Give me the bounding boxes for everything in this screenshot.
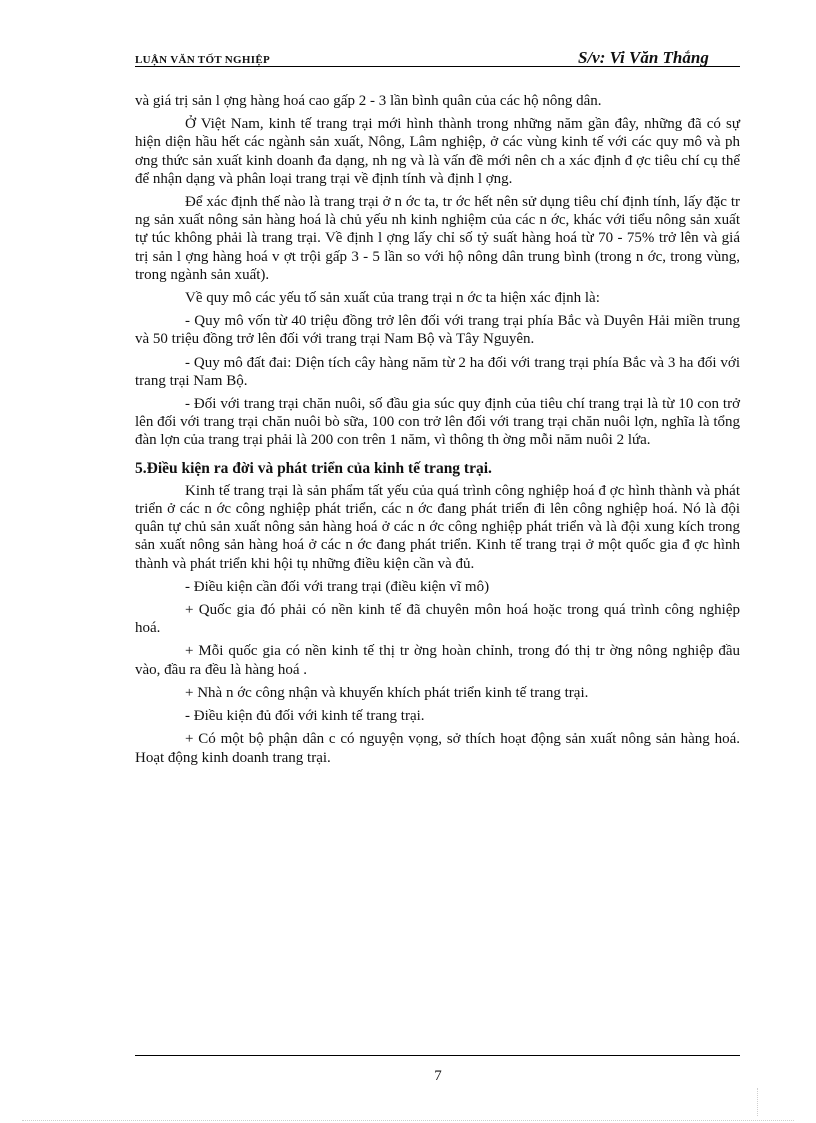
paragraph: - Điều kiện đủ đối với kinh tế trang trại.: [185, 708, 425, 725]
page-edge-dotted-line: [22, 1120, 794, 1121]
footer-divider: [135, 1055, 740, 1056]
page-body: [135, 92, 740, 772]
paragraph: + Có một bộ phận dân c có nguyện vọng, sở thích hoạt động sản xuất nông sản hàng hoá. Hoạt động kinh doanh trang trại.: [135, 731, 740, 766]
paragraph: - Quy mô đất đai: Diện tích cây hàng năm từ 2 ha đối với trang trại phía Bắc và 3 ha đối với trang trại Nam Bộ.: [135, 354, 740, 389]
paragraph: Ở Việt Nam, kinh tế trang trại mới hình thành trong những năm gần đây, những đã có sự hiện diện hầu hết các ngành sản xuất, Nông, Lâm nghiệp, ở các vùng kinh tế với các quy mô và ph ơng thức sản xuất kinh doanh đa dạng, nh ng và là vấn đề mới nên ch a xác định đ ợc tiêu chí cụ thể để nhận dạng và phân loại trang trại về định tính và định l ợng.: [135, 116, 740, 187]
paragraph: - Quy mô vốn từ 40 triệu đồng trở lên đối với trang trại phía Bắc và Duyên Hải miền trung và 50 triệu đồng trở lên đối với trang trại Nam Bộ và Tây Nguyên.: [135, 313, 740, 348]
paragraph: và giá trị sản l ợng hàng hoá cao gấp 2 - 3 lần bình quân của các hộ nông dân.: [135, 93, 602, 109]
header-thesis-label: LUẬN VĂN TỐT NGHIỆP: [135, 54, 270, 66]
paragraph: Để xác định thế nào là trang trại ở n ớc ta, tr ớc hết nên sử dụng tiêu chí định tính, lấy đặc tr ng sản xuất nông sản hàng hoá là chủ yếu nh kinh nghiệm của các n ớc, khác với tiểu nông sản xuất tự túc không phải là trang trại. Về định l ợng lấy chỉ số tỷ suất hàng hoá từ 70 - 75% trở lên và giá trị sản l ợng hàng hoá v ợt trội gấp 3 - 5 lần so với hộ nông dân trung bình (trong n ớc, trong vùng, trong ngành sản xuất).: [135, 194, 740, 283]
paragraph: - Đối với trang trại chăn nuôi, số đầu gia súc quy định của tiêu chí trang trại là từ 10 con trở lên đối với trang trại chăn nuôi bò sữa, 100 con trở lên đối với trang trại chăn nuôi lợn, nghĩa là tổng đàn lợn của trang trại phải là 200 con trên 1 năm, vì thông th ờng mỗi năm nuôi 2 lứa.: [135, 396, 740, 449]
section-heading: 5.Điều kiện ra đời và phát triển của kinh tế trang trại.: [135, 459, 492, 477]
page-number: 7: [434, 1068, 442, 1084]
paragraph: Về quy mô các yếu tố sản xuất của trang trại n ớc ta hiện xác định là:: [185, 290, 600, 307]
header-divider: [135, 66, 740, 67]
paragraph: + Nhà n ớc công nhận và khuyến khích phát triển kinh tế trang trại.: [185, 684, 589, 701]
paragraph: + Mỗi quốc gia có nền kinh tế thị tr ờng hoàn chỉnh, trong đó thị tr ờng nông nghiệp đầu vào, đầu ra đều là hàng hoá .: [135, 643, 740, 678]
paragraph: Kinh tế trang trại là sản phẩm tất yếu của quá trình công nghiệp hoá đ ợc hình thành và phát triển ở các n ớc công nghiệp phát triển, các n ớc đang phát triển đi lên công nghiệp hoá. Nó là đội quân tự chủ sản xuất nông sản hàng hoá ở các n ớc công nghiệp phát triển và là đội xung kích trong sản xuất nông sản hàng hoá ở các n ớc đang phát triển. Kinh tế trang trại ở một quốc gia đ ợc hình thành và phát triển khi hội tụ những điều kiện cần và đủ.: [135, 482, 740, 572]
header-author: S/v: Vi Văn Thắng: [578, 48, 709, 67]
paragraph: + Quốc gia đó phải có nền kinh tế đã chuyên môn hoá hoặc trong quá trình công nghiệp hoá.: [135, 602, 740, 637]
paragraph: - Điều kiện cần đối với trang trại (điều kiện vĩ mô): [185, 578, 490, 595]
page-corner-mark: [757, 1088, 759, 1116]
